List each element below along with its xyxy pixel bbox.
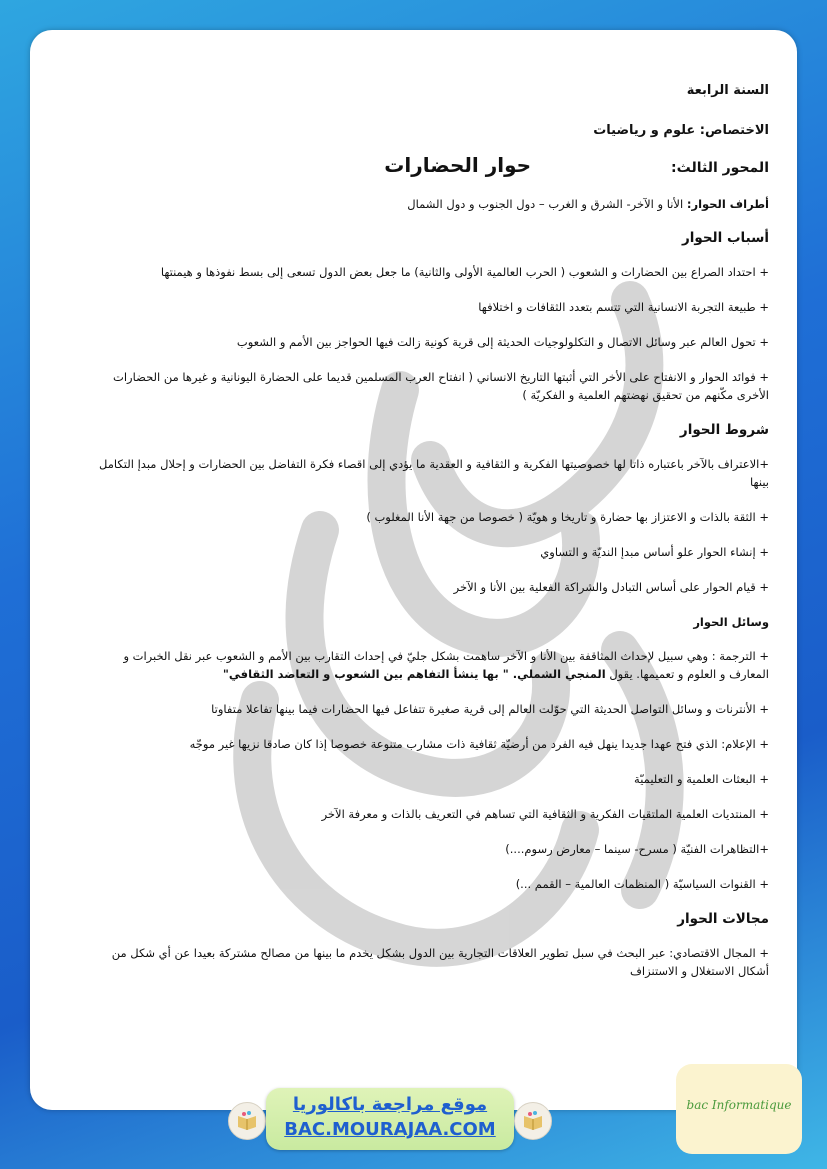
condition-item: + إنشاء الحوار علو أساس مبدإ النديّة و التساوي bbox=[540, 545, 769, 559]
translation-text: + الترجمة : وهي سبيل لإحداث المثاقفة بين الأنا و الآخر ساهمت بشكل جليّ في إحداث التقارب بين الأمم و الشعوب عبر نقل الخبرات و المعارف و العلوم و تعميمها. يقول bbox=[123, 649, 769, 681]
reason-item: + طبيعة التجربة الانسانية التي تتسم بتعدد الثقافات و اختلافها bbox=[478, 300, 769, 314]
field-item: + المجال الاقتصادي: عبر البحث في سبل تطوير العلاقات التجارية بين الدول بشكل يخدم ما بينها من مصالح مشتركة بعيدا عن أي شكل من أشكال الاستغلال و الاستنزاف bbox=[111, 946, 769, 978]
fields-heading: مجالات الحوار bbox=[677, 911, 769, 927]
translation-quote: المنجي الشملي. " بها ينشأ التفاهم بين الشعوب و التعاضد الثقافي" bbox=[222, 667, 606, 681]
page-title: حوار الحضارات bbox=[384, 153, 532, 177]
means-item: + المنتديات العلمية الملتقيات الفكرية و الثقافية التي تساهم في التعريف بالذات و معرفة الآخر bbox=[321, 807, 769, 821]
means-item: + الإعلام: الذي فتح عهدا جديدا ينهل فيه الفرد من أرضيّة ثقافية ذات مشارب متنوعة خصوصا إذا كان صادقا نزيها غير موجّه bbox=[189, 737, 769, 751]
parties-label: أطراف الحوار: bbox=[686, 197, 769, 211]
means-item-translation bbox=[90, 647, 769, 683]
reason-item: + احتداد الصراع بين الحضارات و الشعوب ( الحرب العالمية الأولى والثانية) ما جعل بعض الدول تسعى إلى بسط نفوذها و هيمنتها bbox=[160, 265, 769, 279]
means-item: + القنوات السياسيّة ( المنظمات العالمية – القمم ...) bbox=[515, 877, 769, 891]
brand-logo bbox=[676, 1064, 802, 1154]
reason-item: + فوائد الحوار و الانفتاح على الأخر التي أثبتها التاريخ الانساني ( انفتاح العرب المسلمين قديما على الحضارة اليونانية و غيرها من الحضارات الأخرى مكّنهم من تحقيق نهضتهم العلمية و الفكريّة ) bbox=[113, 370, 769, 402]
document-page bbox=[30, 30, 797, 1110]
parties-text: الأنا و الآخر- الشرق و الغرب – دول الجنوب و دول الشمال bbox=[407, 197, 687, 211]
condition-item: +الاعتراف بالآخر باعتباره ذاتا لها خصوصيتها الفكرية و الثقافية و العقدية ما يؤدي إلى اقصاء فكرة التفاضل بين الحضارات و إحلال مبدإ التكامل بينها bbox=[99, 457, 769, 489]
axis-label: المحور الثالث: bbox=[671, 160, 769, 176]
specialty: الاختصاص: علوم و رياضيات bbox=[593, 123, 769, 138]
document-content bbox=[90, 82, 769, 997]
reason-item: + تحول العالم عبر وسائل الاتصال و التكلولوجيات الحديثة إلى قرية كونية زالت فيها الحواجز بين الأمم و الشعوب bbox=[236, 335, 769, 349]
book-logo-icon bbox=[228, 1102, 266, 1140]
conditions-heading: شروط الحوار bbox=[679, 422, 769, 438]
site-badge[interactable] bbox=[266, 1088, 514, 1150]
condition-item: + الثقة بالذات و الاعتزاز بها حضارة و تاريخا و هويّة ( خصوصا من جهة الأنا المغلوب ) bbox=[366, 510, 769, 524]
means-item: +التظاهرات الفنيّة ( مسرح- سينما – معارض رسوم....) bbox=[505, 842, 769, 856]
means-item: + البعثات العلمية و التعليميّة bbox=[634, 772, 769, 786]
means-heading: وسائل الحوار bbox=[693, 615, 769, 629]
axis-heading bbox=[90, 153, 769, 177]
site-name-link[interactable]: موقع مراجعة باكالوريا bbox=[292, 1094, 488, 1115]
condition-item: + قيام الحوار على أساس التبادل والشراكة الفعلية بين الأنا و الآخر bbox=[453, 580, 769, 594]
book-logo-icon bbox=[514, 1102, 552, 1140]
site-url-link[interactable]: BAC.MOURAJAA.COM bbox=[284, 1119, 496, 1140]
brand-text: bac Informatique bbox=[686, 1098, 792, 1112]
school-year: السنة الرابعة bbox=[686, 83, 769, 98]
reasons-heading: أسباب الحوار bbox=[681, 230, 769, 246]
dialogue-parties bbox=[90, 195, 769, 213]
means-item: + الأنترنات و وسائل التواصل الحديثة التي حوّلت العالم إلى قرية صغيرة تتفاعل فيها الحضارات فيما بينها تفاعلا متفاوتا bbox=[211, 702, 769, 716]
